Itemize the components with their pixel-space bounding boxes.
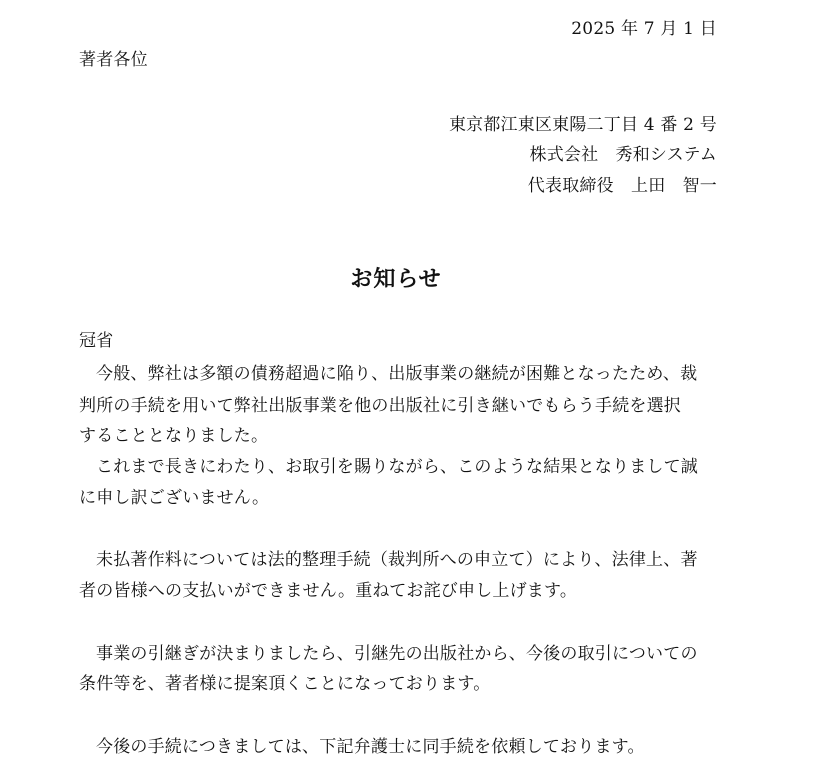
paragraph-line: これまで長きにわたり、お取引を賜りながら、このような結果となりまして誠: [96, 457, 698, 477]
date: 2025 年 7 月 1 日: [571, 19, 717, 39]
paragraph-line: 今後の手続につきましては、下記弁護士に同手続を依頼しております。: [96, 737, 645, 757]
salutation: 冠省: [79, 331, 114, 351]
recipient: 著者各位: [79, 50, 148, 70]
sender-company: 株式会社 秀和システム: [529, 145, 717, 165]
paragraph-line: 事業の引継ぎが決まりましたら、引継先の出版社から、今後の取引についての: [96, 644, 698, 664]
paragraph-line: 者の皆様への支払いができません。重ねてお詫び申し上げます。: [79, 581, 578, 601]
page-title: お知らせ: [350, 266, 442, 292]
paragraph-line: に申し訳ございません。: [79, 488, 270, 508]
paragraph-line: 判所の手続を用いて弊社出版事業を他の出版社に引き継いでもらう手続を選択: [79, 396, 681, 416]
sender-representative: 代表取締役 上田 智一: [527, 176, 717, 196]
paragraph-line: 今般、弊社は多額の債務超過に陥り、出版事業の継続が困難となったため、裁: [96, 364, 698, 384]
sender-address: 東京都江東区東陽二丁目 4 番 2 号: [448, 115, 717, 135]
paragraph-line: 条件等を、著者様に提案頂くことになっております。: [79, 674, 491, 694]
paragraph-line: することとなりました。: [79, 426, 269, 446]
paragraph-line: 未払著作料については法的整理手続（裁判所への申立て）により、法律上、著: [96, 550, 698, 570]
